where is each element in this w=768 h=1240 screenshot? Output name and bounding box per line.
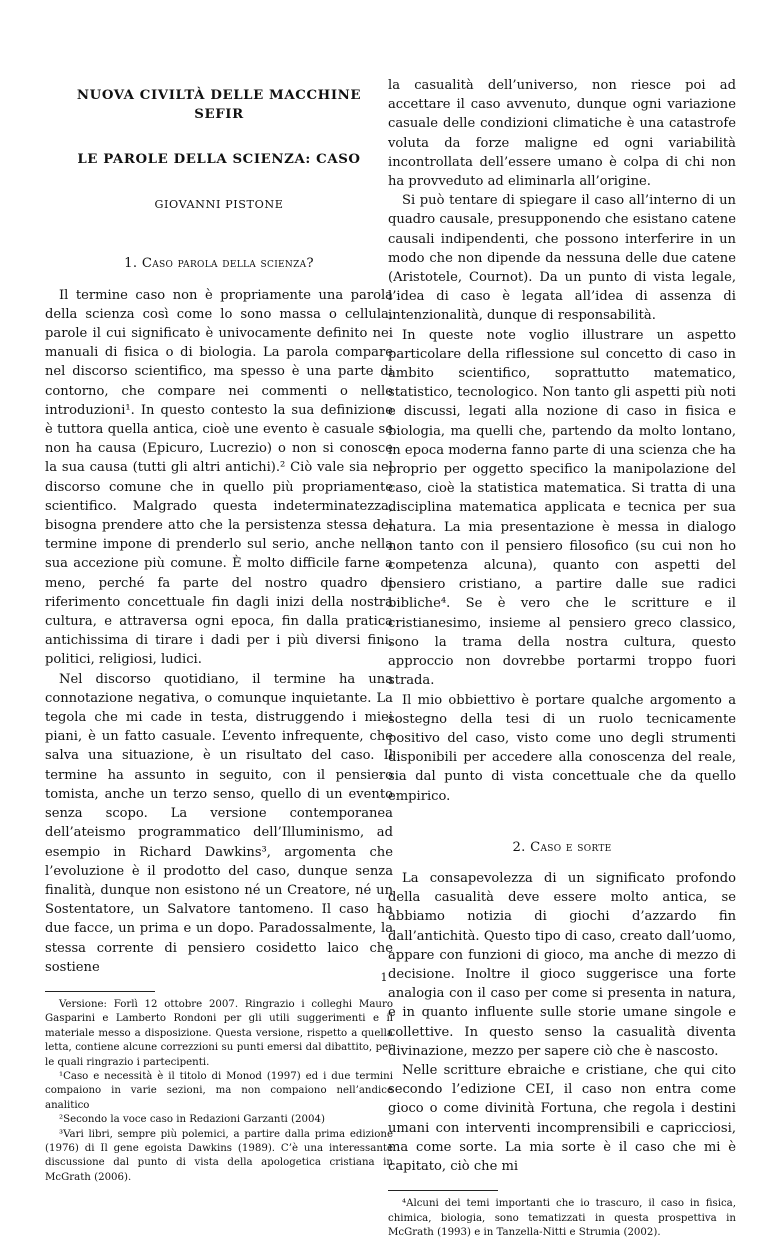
section-heading-1: 1. Caso parola della scienza? bbox=[124, 256, 314, 272]
footnote-1: ¹Caso e necessità è il titolo di Monod (1997) ed i due termini compaiono in varie sezioni, ma non compaiono nell’andice analitico bbox=[45, 1070, 393, 1111]
footnote-rule-right bbox=[388, 1190, 498, 1191]
right-column bbox=[388, 76, 736, 1240]
right-paragraph-4: Il mio obbiettivo è portare qualche argomento a sostegno della tesi di un ruolo tecnicamente positivo del caso, visto come uno degli strumenti disponibili per accedere alla conoscenza del reale, sia dal punto di vista concettuale che da quello empirico. bbox=[388, 692, 736, 804]
footnote-4: ⁴Alcuni dei temi importanti che io trascuro, il caso in fisica, chimica, biologia, sono tematizzati in questa prospettiva in McGrath (1993) e in Tanzella-Nitti e Strumia (2002). bbox=[388, 1198, 736, 1238]
left-column bbox=[45, 76, 393, 1185]
title-line-1: NUOVA CIVILTÀ DELLE MACCHINE bbox=[76, 88, 362, 103]
title-line-2: SEFIR bbox=[194, 107, 244, 122]
right-paragraph-3: In queste note voglio illustrare un aspetto particolare della riflessione sul concetto di caso in ambito scientifico, soprattutto matematico, statistico, tecnologico. Non tanto gli aspetti più noti e discussi, legati alla nozione di caso in fisica e biologia, ma quelli che, partendo da molto lontano, in epoca moderna fanno parte di una scienza che ha proprio per oggetto specifico la manipolazione del caso, cioè la statistica matematica. Si tratta di una disciplina matematica applicata e tecnica per sua natura. La mia presentazione è messa in dialogo non tanto con il pensiero filosofico (su cui non ho competenza alcuna), quanto con aspetti del pensiero cristiano, a partire dalle sue radici bibliche⁴. Se è vero che le scritture e il cristianesimo, insieme al pensiero greco classico, sono la trama della nostra cultura, questo approccio non dovrebbe portarmi troppo fuori strada. bbox=[388, 327, 736, 689]
subtitle: LE PAROLE DELLA SCIENZA: CASO bbox=[77, 152, 361, 167]
page-number: 1 bbox=[380, 971, 388, 984]
author: GIOVANNI PISTONE bbox=[154, 198, 284, 212]
footnote-2: ²Secondo la voce caso in Redazioni Garzanti (2004) bbox=[59, 1114, 325, 1126]
footnote-version: Versione: Forlì 12 ottobre 2007. Ringrazio i colleghi Mauro Gasparini e Lamberto Rondoni per gli utili suggerimenti e il materiale messo a disposizione. Questa versione, rispetto a quella letta, contiene alcune correzzioni su punti emersi dal dibattito, per le quali ringrazio i partecipenti. bbox=[45, 998, 393, 1068]
right-paragraph-1: la casualità dell’universo, non riesce poi ad accettare il caso avvenuto, dunque ogni variazione casuale delle condizioni climatiche è una catastrofe voluta da forze maligne ed ogni variabilità incontrollata dell’essere umano è colpa di chi non ha provveduto ad eliminarla all’origine. bbox=[388, 78, 736, 190]
section-heading-2: 2. Caso e sorte bbox=[512, 839, 612, 855]
footnote-3: ³Vari libri, sempre più polemici, a partire dalla prima edizione (1976) di Il gene egoista Dawkins (1989). C’è una interessante discussione dal punto di vista della apologetica cristiana in McGrath (2006). bbox=[45, 1128, 393, 1183]
footnote-rule bbox=[45, 991, 155, 992]
right-paragraph-5: La consapevolezza di un significato profondo della casualità deve essere molto antica, se abbiamo notizia di giochi d’azzardo fin dall’antichità. Questo tipo di caso, creato dall’uomo, appare con funzioni di gioco, ma anche di mezzo di decisione. Inoltre il gioco suggerisce una forte analogia con il caso per come si presenta in natura, e in quanto influente sulle storie umane singole e collettive. In questo senso la casualità diventa divinazione, mezzo per sapere ciò che è nascosto. bbox=[388, 870, 736, 1059]
left-paragraph-1: Il termine caso non è propriamente una parola della scienza così come lo sono massa o cellula, parole il cui significato è univocamente definito nei manuali di fisica o di biologia. La parola compare nel discorso scientifico, ma spesso è una parte di contorno, che compare nei commenti o nelle introduzioni¹. In questo contesto la sua definizione è tuttora quella antica, cioè une evento è casuale se non ha causa (Epicuro, Lucrezio) o non si conosce la sua causa (tutti gli altri antichi).² Ciò vale sia nel discorso comune che in quello più propriamente scientifico. Malgrado questa indeterminatezza, bisogna prendere atto che la persistenza stessa del termine impone di prenderlo sul serio, anche nella sua accezione più comune. È molto difficile farne a meno, perché fa parte del nostro quadro di riferimento concettuale fin dagli inizi della nostra cultura, e attraversa ogni epoca, fin dalla pratica antichissima di tirare i dadi per i più diversi fini, politici, religiosi, ludici. bbox=[45, 287, 393, 668]
right-paragraph-2: Si può tentare di spiegare il caso all’interno di un quadro causale, presupponendo che esistano catene causali indipendenti, che possono interferire in un modo che non dipende da nessuna delle due catene (Aristotele, Cournot). Da un punto di vista legale, l’idea di caso è legata all’idea di assenza di intenzionalità, dunque di responsabilità. bbox=[388, 193, 736, 324]
right-paragraph-6: Nelle scritture ebraiche e cristiane, che qui cito secondo l’edizione CEI, il caso non entra come gioco o come divinità Fortuna, che regola i destini umani con interventi incomprensibili e capricciosi, ma come sorte. La mia sorte è il caso che mi è capitato, ciò che mi bbox=[388, 1062, 736, 1174]
left-paragraph-2: Nel discorso quotidiano, il termine ha una connotazione negativa, o comunque inquietante. La tegola che mi cade in testa, distruggendo i miei piani, è un fatto casuale. L’evento infrequente, che salva una situazione, è un risultato del caso. Il termine ha assunto in seguito, con il pensiero tomista, anche un terzo senso, quello di un evento senza scopo. La versione contemporanea dell’ateismo programmatico dell’Illuminismo, ad esempio in Richard Dawkins³, argomenta che l’evoluzione è il prodotto del caso, dunque senza finalità, dunque non esistono né un Creatore, né un Sostentatore, un Salvatore tantomeno. Il caso ha due facce, un prima e un dopo. Paradossalmente, la stessa corrente di pensiero cosidetto laico che sostiene bbox=[45, 671, 393, 975]
